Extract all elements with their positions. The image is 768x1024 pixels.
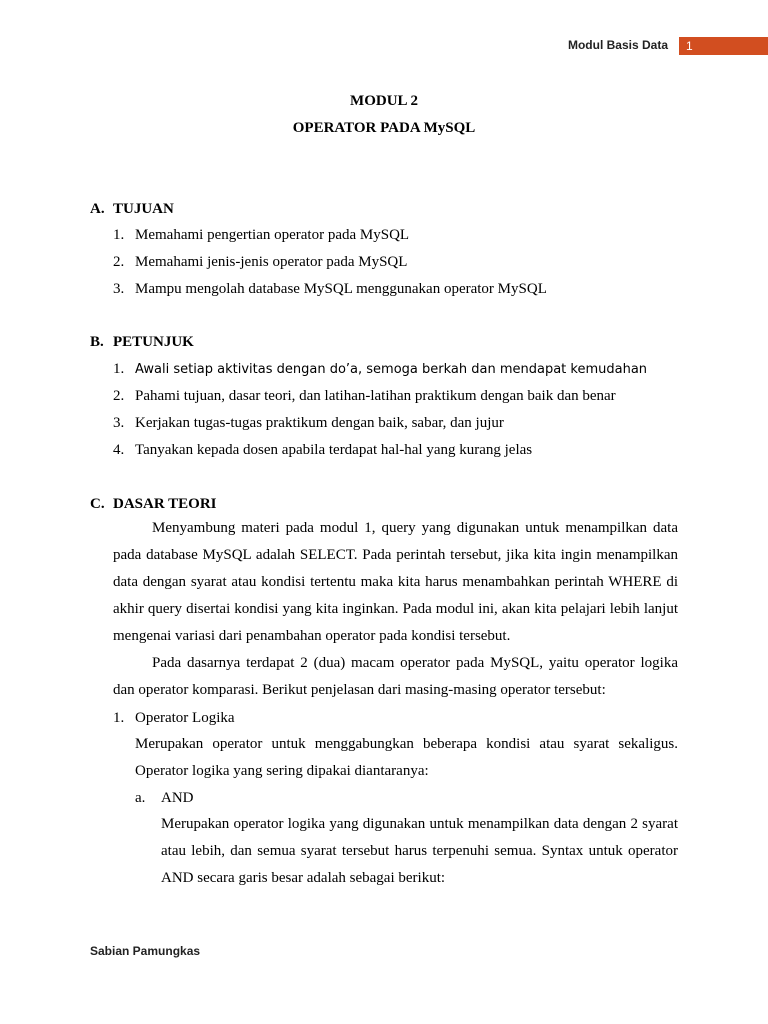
section-a-heading (90, 201, 174, 218)
list-text: Operator Logika (135, 710, 235, 726)
list-item (113, 442, 532, 459)
list-text: Mampu mengolah database MySQL menggunakan operator MySQL (135, 281, 547, 297)
list-item (113, 281, 547, 298)
paragraph-line: Operator logika yang sering dipakai diantaranya: (135, 763, 429, 779)
list-item (113, 415, 504, 432)
paragraph-line: pada database MySQL adalah SELECT. Pada perintah tersebut, jika kita ingin menampilkan (113, 547, 678, 563)
list-number: 4. (113, 442, 125, 458)
list-text: AND (161, 790, 194, 806)
module-title: MODUL 2 (350, 93, 418, 109)
paragraph-line: dan operator komparasi. Berikut penjelasan dari masing-masing operator tersebut: (113, 682, 606, 698)
section-title: DASAR TEORI (113, 496, 217, 512)
list-item (113, 361, 647, 378)
list-item-and (135, 790, 194, 807)
section-title: PETUNJUK (113, 334, 194, 350)
paragraph-intro (113, 515, 678, 650)
paragraph-line: Merupakan operator untuk menggabungkan beberapa kondisi atau syarat sekaligus. (135, 736, 678, 752)
section-c-heading (90, 496, 217, 513)
list-item (113, 227, 409, 244)
list-number: 1. (113, 361, 125, 377)
section-title: TUJUAN (113, 201, 174, 217)
paragraph-line: atau lebih, dan semua syarat tersebut harus terpenuhi semua. Syntax untuk operator (161, 843, 678, 859)
list-number: 3. (113, 281, 125, 297)
list-number: 1. (113, 227, 125, 243)
paragraph-line: Pada dasarnya terdapat 2 (dua) macam operator pada MySQL, yaitu operator logika (152, 655, 678, 671)
paragraph-and (161, 811, 678, 892)
paragraph-line: data dengan syarat atau kondisi tertentu maka kita harus menambahkan perintah WHERE di (113, 574, 678, 590)
header-title: Modul Basis Data (567, 38, 668, 52)
section-letter: C. (90, 496, 105, 512)
footer-author: Sabian Pamungkas (90, 944, 201, 958)
section-letter: B. (90, 334, 104, 350)
list-text: Awali setiap aktivitas dengan do’a, semoga berkah dan mendapat kemudahan (135, 362, 648, 377)
list-text: Memahami jenis-jenis operator pada MySQL (135, 254, 408, 270)
list-number: 2. (113, 254, 125, 270)
paragraph-operator-logika (135, 731, 678, 785)
paragraph-operators (113, 650, 678, 704)
module-subtitle: OPERATOR PADA MySQL (292, 120, 476, 136)
list-text: Tanyakan kepada dosen apabila terdapat hal-hal yang kurang jelas (135, 442, 533, 458)
list-number: 2. (113, 388, 125, 404)
list-item (113, 254, 407, 271)
paragraph-line: akhir query disertai kondisi yang kita inginkan. Pada modul ini, akan kita pelajari lebih lanjut (113, 601, 678, 617)
paragraph-line: AND secara garis besar adalah sebagai berikut: (161, 870, 446, 886)
section-b-heading (90, 334, 194, 351)
section-letter: A. (90, 201, 105, 217)
list-letter: a. (135, 790, 146, 806)
paragraph-line: mengenai variasi dari penambahan operator pada kondisi tersebut. (113, 628, 511, 644)
list-text: Kerjakan tugas-tugas praktikum dengan baik, sabar, dan jujur (135, 415, 504, 431)
list-item-operator-logika (113, 710, 235, 727)
list-text: Memahami pengertian operator pada MySQL (135, 227, 410, 243)
paragraph-line: Menyambung materi pada modul 1, query yang digunakan untuk menampilkan data (152, 520, 678, 536)
list-item (113, 388, 616, 405)
list-text: Pahami tujuan, dasar teori, dan latihan-latihan praktikum dengan baik dan benar (135, 388, 616, 404)
paragraph-line: Merupakan operator logika yang digunakan untuk menampilkan data dengan 2 syarat (161, 816, 678, 832)
list-number: 1. (113, 710, 125, 726)
page-number-badge: 1 (679, 37, 768, 55)
list-number: 3. (113, 415, 125, 431)
